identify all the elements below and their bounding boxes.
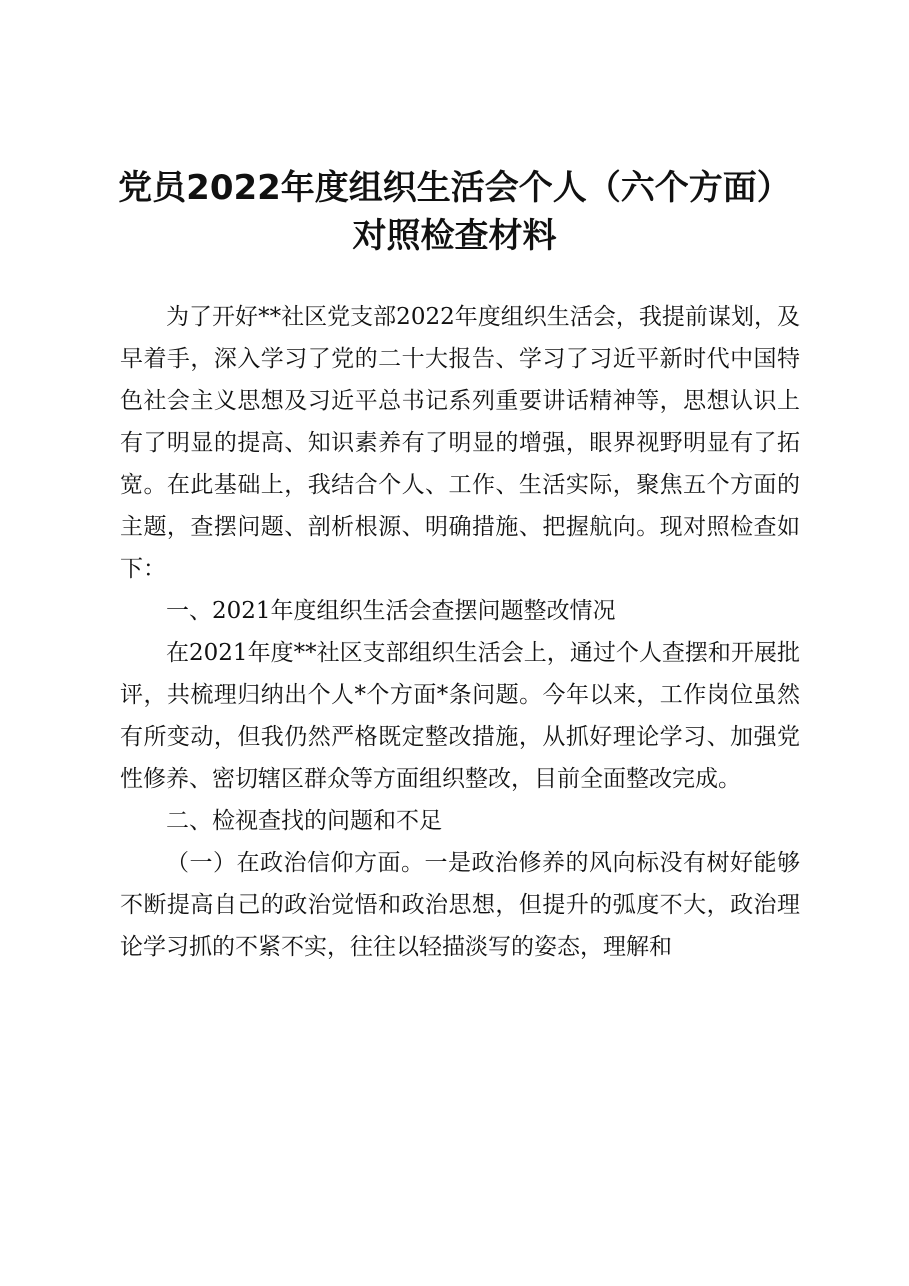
section-2-heading: 二、检视查找的问题和不足 bbox=[166, 808, 442, 834]
section-1-heading: 一、2021年度组织生活会查摆问题整改情况 bbox=[166, 598, 616, 624]
intro-paragraph: 为了开好**社区党支部2022年度组织生活会，我提前谋划，及早着手，深入学习了党的二十大报告、学习了习近平新时代中国特色社会主义思想及习近平总书记系列重要讲话精神等，思想认识上有了明显的提高、知识素养有了明显的增强，眼界视野明显有了拓宽。在此基础上，我结合个人、工作、生活实际，聚焦五个方面的主题，查摆问题、剖析根源、明确措施、把握航向。现对照检查如下： bbox=[120, 304, 800, 582]
document-body bbox=[120, 296, 800, 968]
document-title-line-1: 党员2022年度组织生活会个人（六个方面） bbox=[118, 168, 791, 208]
section-2-paragraph: （一）在政治信仰方面。一是政治修养的风向标没有树好能够不断提高自己的政治觉悟和政治思想，但提升的弧度不大，政治理论学习抓的不紧不实，往往以轻描淡写的姿态，理解和 bbox=[120, 850, 800, 960]
document-title-line-2: 对照检查材料 bbox=[352, 216, 557, 256]
section-1-paragraph: 在2021年度**社区支部组织生活会上，通过个人查摆和开展批评，共梳理归纳出个人*个方面*条问题。今年以来，工作岗位虽然有所变动，但我仍然严格既定整改措施，从抓好理论学习、加强党性修养、密切辖区群众等方面组织整改，目前全面整改完成。 bbox=[120, 640, 800, 792]
